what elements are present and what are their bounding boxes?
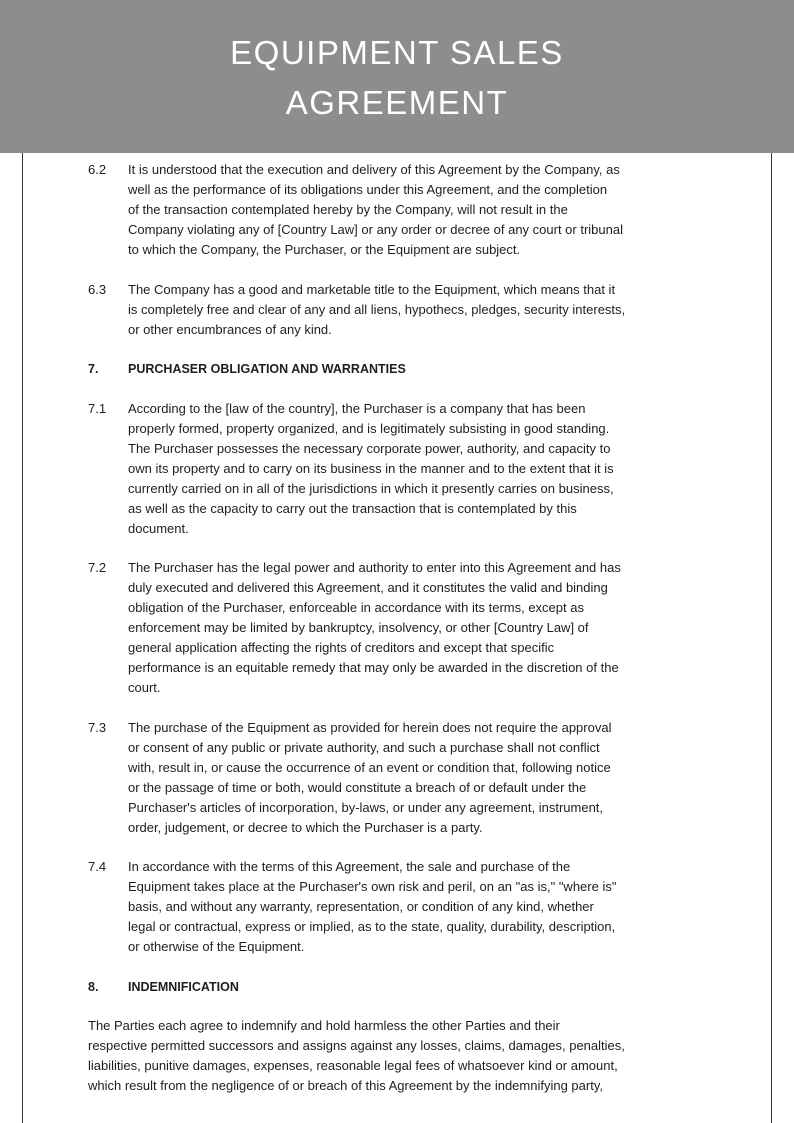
document-body (88, 160, 728, 1116)
text-line: well as the performance of its obligations under this Agreement, and the completion (128, 182, 608, 197)
text-line: The Purchaser possesses the necessary corporate power, authority, and capacity to (128, 440, 611, 456)
text-line: respective permitted successors and assigns against any losses, claims, damages, penalties, (88, 1038, 625, 1053)
text-line: The purchase of the Equipment as provided for herein does not require the approval (128, 719, 612, 735)
clause-number: 7.1 (88, 400, 107, 416)
clause-number: 7.3 (88, 719, 107, 735)
text-line: Company violating any of [Country Law] or any order or decree of any court or tribunal (128, 222, 623, 237)
text-line: or consent of any public or private authority, and such a purchase shall not conflict (128, 739, 600, 755)
text-line: general application affecting the rights of creditors and except that specific (128, 640, 555, 655)
text-line: own its property and to carry on its business in the manner and to the extent that it is (128, 460, 614, 476)
title-banner (0, 0, 794, 153)
text-line: The Parties each agree to indemnify and hold harmless the other Parties and their (88, 1018, 560, 1033)
page-border-left (22, 153, 23, 1123)
clause (88, 558, 728, 698)
text-line: properly formed, property organized, and is legitimately subsisting in good standing. (128, 420, 610, 436)
text-line: basis, and without any warranty, representation, or condition of any kind, whether (128, 899, 594, 914)
section-title: INDEMNIFICATION (128, 979, 239, 994)
clause-number: 7.2 (88, 560, 107, 575)
text-line: is completely free and clear of any and all liens, hypothecs, pledges, security interests, (128, 301, 626, 317)
clause-text (128, 280, 728, 340)
text-line: The Purchaser has the legal power and authority to enter into this Agreement and has (128, 560, 621, 575)
text-line: According to the [law of the country], the Purchaser is a company that has been (128, 400, 586, 416)
clause (88, 399, 728, 539)
clause-text (128, 558, 728, 698)
text-line: of the transaction contemplated hereby by the Company, will not result in the (128, 202, 568, 217)
clause-text (128, 399, 728, 539)
text-line: or other encumbrances of any kind. (128, 321, 332, 337)
text-line: performance is an equitable remedy that may only be awarded in the discretion of the (128, 660, 619, 675)
clause-text (128, 160, 728, 260)
clause-text (88, 1016, 728, 1096)
text-line: obligation of the Purchaser, enforceable in accordance with its terms, except as (128, 600, 584, 615)
section-number: 7. (88, 362, 99, 376)
clause (88, 718, 728, 838)
text-line: currently carried on in all of the jurisdictions in which it presently carries on business, (128, 480, 614, 496)
text-line: with, result in, or cause the occurrence of an event or condition that, following notice (128, 759, 611, 775)
text-line: order, judgement, or decree to which the Purchaser is a party. (128, 819, 483, 835)
text-line: It is understood that the execution and delivery of this Agreement by the Company, as (128, 162, 620, 177)
text-line: In accordance with the terms of this Agreement, the sale and purchase of the (128, 859, 571, 874)
text-line: Equipment takes place at the Purchaser's own risk and peril, on an "as is," "where is" (128, 879, 617, 894)
clause (88, 857, 728, 957)
text-line: Purchaser's articles of incorporation, by-laws, or under any agreement, instrument, (128, 799, 604, 815)
text-line: The Company has a good and marketable title to the Equipment, which means that it (128, 281, 616, 297)
section-title: PURCHASER OBLIGATION AND WARRANTIES (128, 362, 406, 376)
clause-number: 6.2 (88, 162, 107, 177)
section-heading (88, 977, 728, 997)
clause-number: 7.4 (88, 859, 107, 874)
text-line: liabilities, punitive damages, expenses, reasonable legal fees of whatsoever kind or amount, (88, 1058, 618, 1073)
text-line: or the passage of time or both, would constitute a breach of or default under the (128, 779, 587, 795)
clause (88, 160, 728, 260)
text-line: document. (128, 520, 189, 536)
clause-text (128, 718, 728, 838)
text-line: legal or contractual, express or implied, as to the state, quality, durability, description, (128, 919, 616, 934)
text-line: court. (128, 680, 161, 695)
document-title-line-1: EQUIPMENT SALES (230, 34, 564, 71)
clause-text (128, 857, 728, 957)
text-line: enforcement may be limited by bankruptcy, insolvency, or other [Country Law] of (128, 620, 589, 635)
text-line: which result from the negligence of or breach of this Agreement by the indemnifying party, (88, 1078, 603, 1093)
clause (88, 280, 728, 340)
text-line: to which the Company, the Purchaser, or the Equipment are subject. (128, 242, 521, 257)
page-border-right (771, 153, 772, 1123)
text-line: as well as the capacity to carry out the transaction that is contemplated by this (128, 500, 577, 516)
text-line: or otherwise of the Equipment. (128, 939, 305, 954)
clause-number: 6.3 (88, 281, 107, 297)
section-number: 8. (88, 979, 99, 994)
section-heading (88, 359, 728, 379)
text-line: duly executed and delivered this Agreement, and it constitutes the valid and binding (128, 580, 608, 595)
paragraph (88, 1016, 728, 1096)
document-title-line-2: AGREEMENT (285, 84, 509, 121)
